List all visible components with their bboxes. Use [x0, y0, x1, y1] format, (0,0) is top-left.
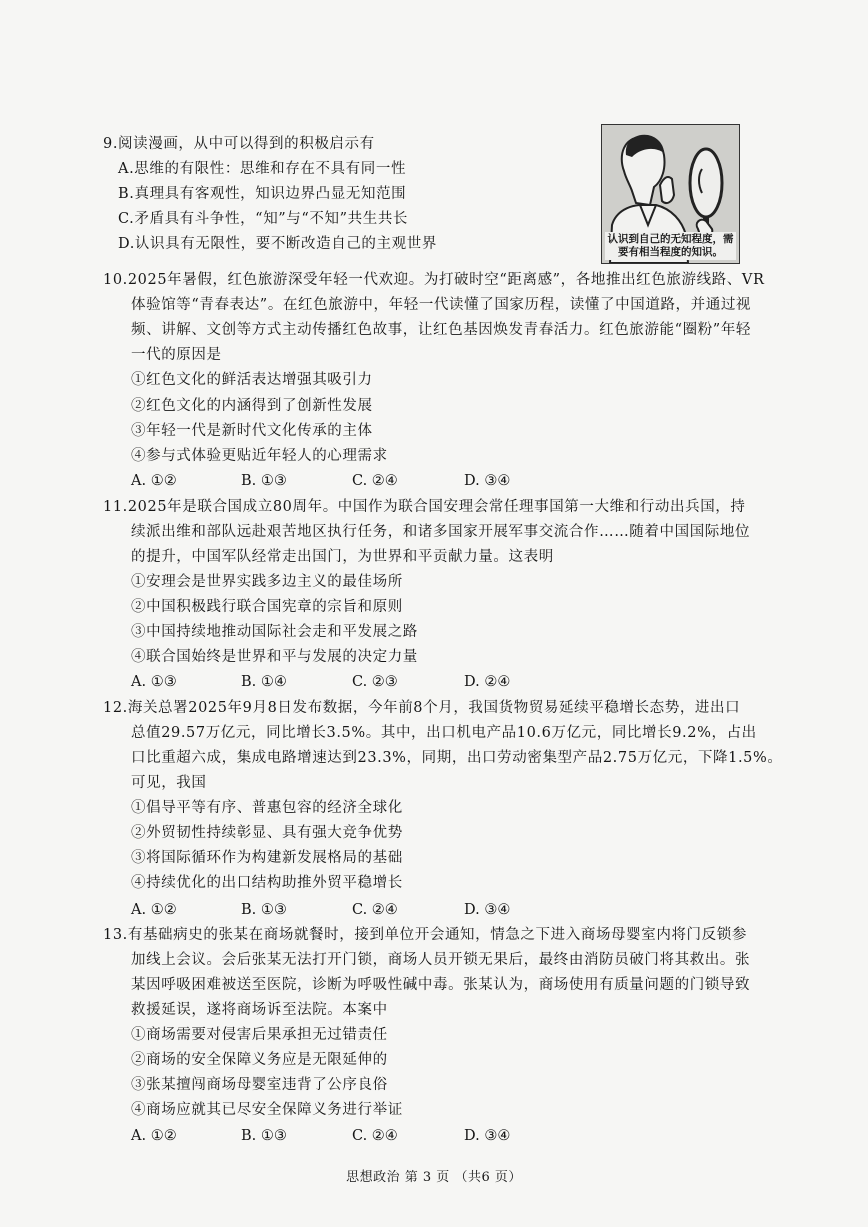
q13-item: ②商场的安全保障义务应是无限延伸的 [131, 1052, 388, 1068]
q12-stem-line: 口比重超六成，集成电路增速达到23.3%，同期，出口劳动密集型产品2.75万亿元，下降1.5%。 [131, 750, 783, 766]
q12-choice-a: A. ①② [131, 902, 177, 918]
q12-item: ③将国际循环作为构建新发展格局的基础 [131, 850, 403, 866]
q10-choice-c: C. ②④ [352, 473, 398, 489]
q11-stem-line: 续派出维和部队远赴艰苦地区执行任务，和诸多国家开展军事交流合作……随着中国国际地位 [131, 524, 751, 540]
q11-item: ②中国积极践行联合国宪章的宗旨和原则 [131, 599, 403, 615]
q11-item: ④联合国始终是世界和平与发展的决定力量 [131, 649, 418, 665]
q12-stem-line: 可见，我国 [131, 775, 207, 791]
q11-stem-line: 11.2025年是联合国成立80周年。中国作为联合国安理会常任理事国第一大维和行动出兵国，持 [103, 499, 746, 515]
q12-choice-d: D. ③④ [464, 902, 511, 918]
q10-stem-line: 频、讲解、文创等方式主动传播红色故事，让红色基因焕发青春活力。红色旅游能“圈粉”年轻 [131, 322, 752, 338]
q13-choice-a: A. ①② [131, 1128, 177, 1144]
q12-stem-line: 总值29.57万亿元，同比增长3.5%。其中，出口机电产品10.6万亿元，同比增长9.2%，占出 [131, 725, 757, 741]
q12-choice-c: C. ②④ [352, 902, 398, 918]
q9-option-d: D.认识具有无限性，要不断改造自己的主观世界 [118, 236, 437, 252]
q9-option-a: A.思维的有限性：思维和存在不具有同一性 [118, 161, 407, 177]
q13-item: ③张某擅闯商场母婴室违背了公序良俗 [131, 1077, 388, 1093]
q10-stem-line: 一代的原因是 [131, 347, 222, 363]
q12-stem-line: 12.海关总署2025年9月8日发布数据，今年前8个月，我国货物贸易延续平稳增长态势，进出口 [103, 700, 741, 716]
q9-option-b: B.真理具有客观性，知识边界凸显无知范围 [118, 186, 407, 202]
q11-item: ①安理会是世界实践多边主义的最佳场所 [131, 574, 403, 590]
q11-choice-a: A. ①③ [131, 674, 177, 690]
q13-stem-line: 某因呼吸困难被送至医院，诊断为呼吸性碱中毒。张某认为，商场使用有质量问题的门锁导致 [131, 977, 751, 993]
q11-choice-b: B. ①④ [241, 674, 287, 690]
q11-item: ③中国持续地推动国际社会走和平发展之路 [131, 624, 418, 640]
q13-item: ①商场需要对侵害后果承担无过错责任 [131, 1027, 388, 1043]
q10-choice-b: B. ①③ [241, 473, 287, 489]
q13-stem-line: 加线上会议。会后张某无法打开门锁，商场人员开锁无果后，最终由消防员破门将其救出。张 [131, 952, 751, 968]
q10-choice-d: D. ③④ [464, 473, 511, 489]
q10-item: ③年轻一代是新时代文化传承的主体 [131, 423, 373, 439]
q10-item: ①红色文化的鲜活表达增强其吸引力 [131, 372, 373, 388]
q13-stem-line: 救援延误，遂将商场诉至法院。本案中 [131, 1002, 388, 1018]
q13-item: ④商场应就其已尽安全保障义务进行举证 [131, 1102, 403, 1118]
q9-stem: 9.阅读漫画，从中可以得到的积极启示有 [103, 136, 375, 152]
q12-choice-b: B. ①③ [241, 902, 287, 918]
q10-stem-line: 体验馆等“青春表达”。在红色旅游中，年轻一代读懂了国家历程，读懂了中国道路，并通过视 [131, 297, 752, 313]
page-footer: 思想政治 第 3 页 （共6 页） [346, 1170, 522, 1185]
q13-choice-d: D. ③④ [464, 1128, 511, 1144]
q12-item: ②外贸韧性持续彰显、具有强大竞争优势 [131, 825, 403, 841]
q9-option-c: C.矛盾具有斗争性，“知”与“不知”共生共长 [118, 211, 409, 227]
q10-item: ②红色文化的内涵得到了创新性发展 [131, 398, 373, 414]
comic-caption: 认识到自己的无知程度，需要有相当程度的知识。 [605, 232, 736, 260]
q13-stem-line: 13.有基础病史的张某在商场就餐时，接到单位开会通知，情急之下进入商场母婴室内将门反锁参 [103, 927, 747, 943]
q10-item: ④参与式体验更贴近年轻人的心理需求 [131, 448, 388, 464]
q10-stem-line: 10.2025年暑假，红色旅游深受年轻一代欢迎。为打破时空“距离感”，各地推出红色旅游线路、VR [103, 272, 765, 288]
q10-choice-a: A. ①② [131, 473, 177, 489]
q12-item: ④持续优化的出口结构助推外贸平稳增长 [131, 875, 403, 891]
q11-choice-c: C. ②③ [352, 674, 398, 690]
q11-stem-line: 的提升，中国军队经常走出国门，为世界和平贡献力量。这表明 [131, 549, 554, 565]
q11-choice-d: D. ②④ [464, 674, 511, 690]
comic-illustration [601, 124, 740, 264]
q13-choice-c: C. ②④ [352, 1128, 398, 1144]
q12-item: ①倡导平等有序、普惠包容的经济全球化 [131, 800, 403, 816]
q13-choice-b: B. ①③ [241, 1128, 287, 1144]
